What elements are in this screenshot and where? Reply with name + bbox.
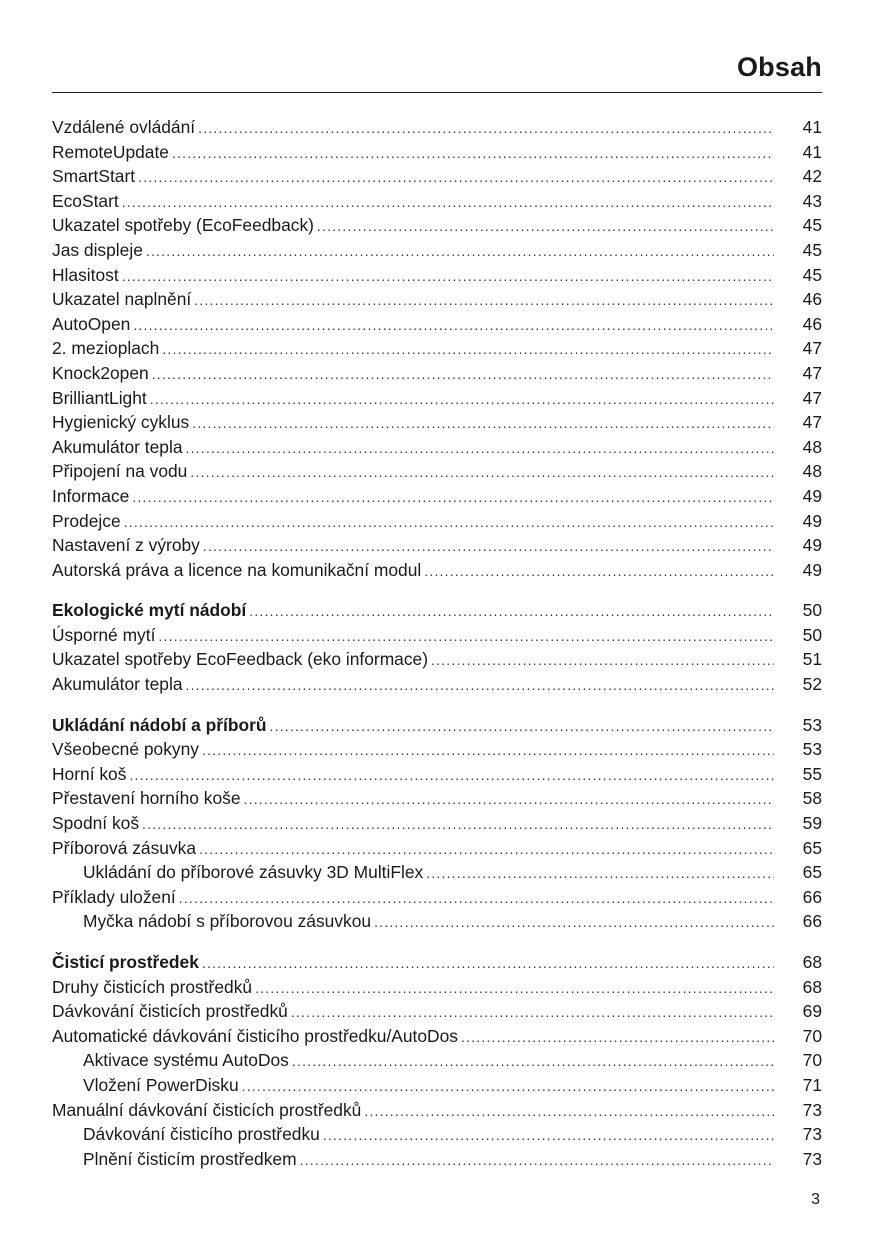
entry-page-number: 47: [802, 338, 822, 359]
toc-entry[interactable]: [52, 386, 822, 411]
toc-entry[interactable]: [52, 336, 822, 361]
dot-leader: [291, 1000, 774, 1024]
entry-label: Dávkování čisticích prostředků: [52, 1001, 288, 1022]
entry-label: Čisticí prostředek: [52, 952, 199, 972]
toc-entry[interactable]: [52, 1098, 822, 1123]
entry-label: Všeobecné pokyny: [52, 739, 199, 760]
toc-entry[interactable]: [52, 623, 822, 648]
dot-leader: [186, 673, 775, 697]
dot-leader: [249, 599, 774, 623]
toc-entry[interactable]: [52, 410, 822, 435]
entry-page-number: 43: [802, 190, 822, 211]
dot-leader: [202, 738, 774, 762]
toc-entry[interactable]: [52, 558, 822, 583]
toc-entry[interactable]: [52, 647, 822, 672]
entry-label: Druhy čisticích prostředků: [52, 976, 253, 997]
dot-leader: [300, 1148, 774, 1172]
dot-leader: [124, 510, 774, 534]
dot-leader: [146, 239, 774, 263]
entry-label: Ukazatel spotřeby (EcoFeedback): [52, 215, 314, 236]
entry-page-number: 69: [802, 1001, 822, 1022]
entry-label: Hygienický cyklus: [52, 412, 190, 433]
dot-leader: [122, 190, 774, 214]
dot-leader: [317, 214, 774, 238]
entry-label: Informace: [52, 485, 130, 506]
dot-leader: [132, 485, 774, 509]
toc-entry[interactable]: [52, 786, 822, 811]
entry-page-number: 66: [802, 911, 822, 932]
entry-label: Příborová zásuvka: [52, 837, 197, 858]
dot-leader: [202, 951, 774, 975]
entry-label: Ukládání do příborové zásuvky 3D MultiFlex: [83, 862, 424, 883]
dot-leader: [244, 787, 774, 811]
dot-leader: [122, 264, 774, 288]
entry-page-number: 49: [802, 485, 822, 506]
toc-subentry[interactable]: [52, 860, 822, 885]
toc-entry[interactable]: [52, 533, 822, 558]
entry-page-number: 66: [802, 886, 822, 907]
dot-leader: [194, 288, 774, 312]
entry-label: EcoStart: [52, 190, 119, 211]
entry-label: BrilliantLight: [52, 387, 147, 408]
toc-entry[interactable]: [52, 885, 822, 910]
dot-leader: [431, 648, 774, 672]
entry-label: Akumulátor tepla: [52, 674, 183, 695]
dot-leader: [270, 714, 774, 738]
dot-leader: [364, 1099, 774, 1123]
dot-leader: [255, 976, 774, 1000]
header-divider: [52, 92, 822, 93]
toc-subentry[interactable]: [52, 909, 822, 934]
table-of-contents: [52, 115, 822, 1187]
entry-label: Hlasitost: [52, 264, 119, 285]
toc-entry[interactable]: [52, 312, 822, 337]
toc-heading[interactable]: [52, 950, 822, 975]
toc-section: [52, 713, 822, 934]
dot-leader: [162, 337, 774, 361]
dot-leader: [152, 362, 774, 386]
toc-entry[interactable]: [52, 435, 822, 460]
entry-page-number: 42: [802, 166, 822, 187]
page-title: Obsah: [736, 52, 822, 82]
toc-entry[interactable]: [52, 459, 822, 484]
entry-page-number: 53: [802, 714, 822, 735]
toc-entry[interactable]: [52, 975, 822, 1000]
entry-label: Myčka nádobí s příborovou zásuvkou: [83, 911, 372, 932]
entry-label: Ukládání nádobí a příborů: [52, 714, 267, 735]
toc-heading[interactable]: [52, 598, 822, 623]
dot-leader: [426, 861, 774, 885]
toc-entry[interactable]: [52, 361, 822, 386]
dot-leader: [203, 534, 774, 558]
toc-subentry[interactable]: [52, 1147, 822, 1172]
toc-entry[interactable]: [52, 140, 822, 165]
toc-subentry[interactable]: [52, 1073, 822, 1098]
dot-leader: [199, 837, 774, 861]
toc-entry[interactable]: [52, 737, 822, 762]
dot-leader: [129, 763, 774, 787]
entry-page-number: 73: [802, 1099, 822, 1120]
entry-label: Nastavení z výroby: [52, 535, 200, 556]
entry-label: Aktivace systému AutoDos: [83, 1050, 289, 1071]
entry-label: Vzdálené ovládání: [52, 117, 196, 137]
toc-entry[interactable]: [52, 1024, 822, 1049]
entry-page-number: 50: [802, 624, 822, 645]
dot-leader: [424, 559, 774, 583]
entry-page-number: 49: [802, 535, 822, 556]
dot-leader: [150, 387, 774, 411]
entry-page-number: 48: [802, 461, 822, 482]
toc-entry[interactable]: [52, 238, 822, 263]
entry-page-number: 47: [802, 362, 822, 383]
entry-page-number: 65: [802, 837, 822, 858]
entry-page-number: 52: [802, 674, 822, 695]
entry-label: Ukazatel spotřeby EcoFeedback (eko informace): [52, 649, 429, 670]
entry-label: Spodní koš: [52, 813, 140, 834]
entry-label: Akumulátor tepla: [52, 436, 183, 457]
entry-page-number: 70: [802, 1050, 822, 1071]
toc-entry[interactable]: [52, 811, 822, 836]
entry-label: Vložení PowerDisku: [83, 1074, 239, 1095]
entry-page-number: 68: [802, 976, 822, 997]
entry-label: Ekologické mytí nádobí: [52, 600, 247, 621]
entry-page-number: 73: [802, 1124, 822, 1145]
dot-leader: [461, 1025, 774, 1049]
toc-entry[interactable]: [52, 287, 822, 312]
dot-leader: [186, 436, 775, 460]
entry-label: Přestavení horního koše: [52, 788, 241, 809]
entry-page-number: 49: [802, 510, 822, 531]
entry-page-number: 59: [802, 813, 822, 834]
entry-label: Příklady uložení: [52, 886, 176, 907]
entry-label: Knock2open: [52, 362, 149, 383]
dot-leader: [190, 460, 774, 484]
entry-label: RemoteUpdate: [52, 141, 169, 162]
dot-leader: [242, 1074, 774, 1098]
toc-subentry[interactable]: [52, 1122, 822, 1147]
entry-page-number: 46: [802, 313, 822, 334]
entry-label: AutoOpen: [52, 313, 131, 334]
entry-label: Horní koš: [52, 763, 127, 784]
entry-page-number: 70: [802, 1025, 822, 1046]
entry-label: Prodejce: [52, 510, 121, 531]
toc-subentry[interactable]: [52, 1048, 822, 1073]
entry-page-number: 47: [802, 412, 822, 433]
entry-page-number: 45: [802, 264, 822, 285]
toc-entry[interactable]: [52, 213, 822, 238]
entry-page-number: 49: [802, 559, 822, 580]
toc-entry[interactable]: [52, 672, 822, 697]
dot-leader: [138, 165, 774, 189]
toc-section: [52, 115, 822, 582]
entry-page-number: 51: [802, 649, 822, 670]
entry-page-number: 45: [802, 239, 822, 260]
entry-page-number: 50: [802, 600, 822, 621]
toc-entry[interactable]: [52, 115, 822, 140]
entry-label: Úsporné mytí: [52, 624, 156, 645]
toc-entry[interactable]: [52, 999, 822, 1024]
entry-page-number: 47: [802, 387, 822, 408]
dot-leader: [172, 141, 774, 165]
toc-section: [52, 598, 822, 696]
entry-page-number: 45: [802, 215, 822, 236]
dot-leader: [142, 812, 774, 836]
toc-entry[interactable]: [52, 836, 822, 861]
entry-label: Jas displeje: [52, 239, 143, 260]
entry-label: Ukazatel naplnění: [52, 289, 192, 310]
dot-leader: [323, 1123, 774, 1147]
dot-leader: [292, 1049, 774, 1073]
entry-page-number: 41: [802, 141, 822, 162]
dot-leader: [133, 313, 774, 337]
toc-entry[interactable]: [52, 263, 822, 288]
entry-label: SmartStart: [52, 166, 136, 187]
toc-entry[interactable]: [52, 484, 822, 509]
toc-section: [52, 950, 822, 1171]
entry-label: Automatické dávkování čisticího prostředku/AutoDos: [52, 1025, 458, 1046]
toc-entry[interactable]: [52, 509, 822, 534]
entry-label: Dávkování čisticího prostředku: [83, 1124, 320, 1145]
toc-entry[interactable]: [52, 164, 822, 189]
entry-label: Manuální dávkování čisticích prostředků: [52, 1099, 362, 1120]
dot-leader: [179, 886, 774, 910]
dot-leader: [192, 411, 774, 435]
toc-heading[interactable]: [52, 713, 822, 738]
page-number: 3: [811, 1191, 820, 1208]
entry-page-number: 73: [802, 1148, 822, 1169]
toc-entry[interactable]: [52, 762, 822, 787]
dot-leader: [374, 910, 774, 934]
entry-page-number: 65: [802, 862, 822, 883]
entry-page-number: 41: [802, 117, 822, 137]
dot-leader: [198, 116, 774, 140]
entry-page-number: 48: [802, 436, 822, 457]
toc-entry[interactable]: [52, 189, 822, 214]
entry-page-number: 68: [802, 952, 822, 972]
entry-page-number: 71: [802, 1074, 822, 1095]
dot-leader: [158, 624, 774, 648]
entry-label: Plnění čisticím prostředkem: [83, 1148, 297, 1169]
entry-label: Připojení na vodu: [52, 461, 188, 482]
entry-page-number: 55: [802, 763, 822, 784]
entry-page-number: 53: [802, 739, 822, 760]
entry-label: Autorská práva a licence na komunikační modul: [52, 559, 422, 580]
entry-page-number: 46: [802, 289, 822, 310]
entry-label: 2. mezioplach: [52, 338, 160, 359]
entry-page-number: 58: [802, 788, 822, 809]
